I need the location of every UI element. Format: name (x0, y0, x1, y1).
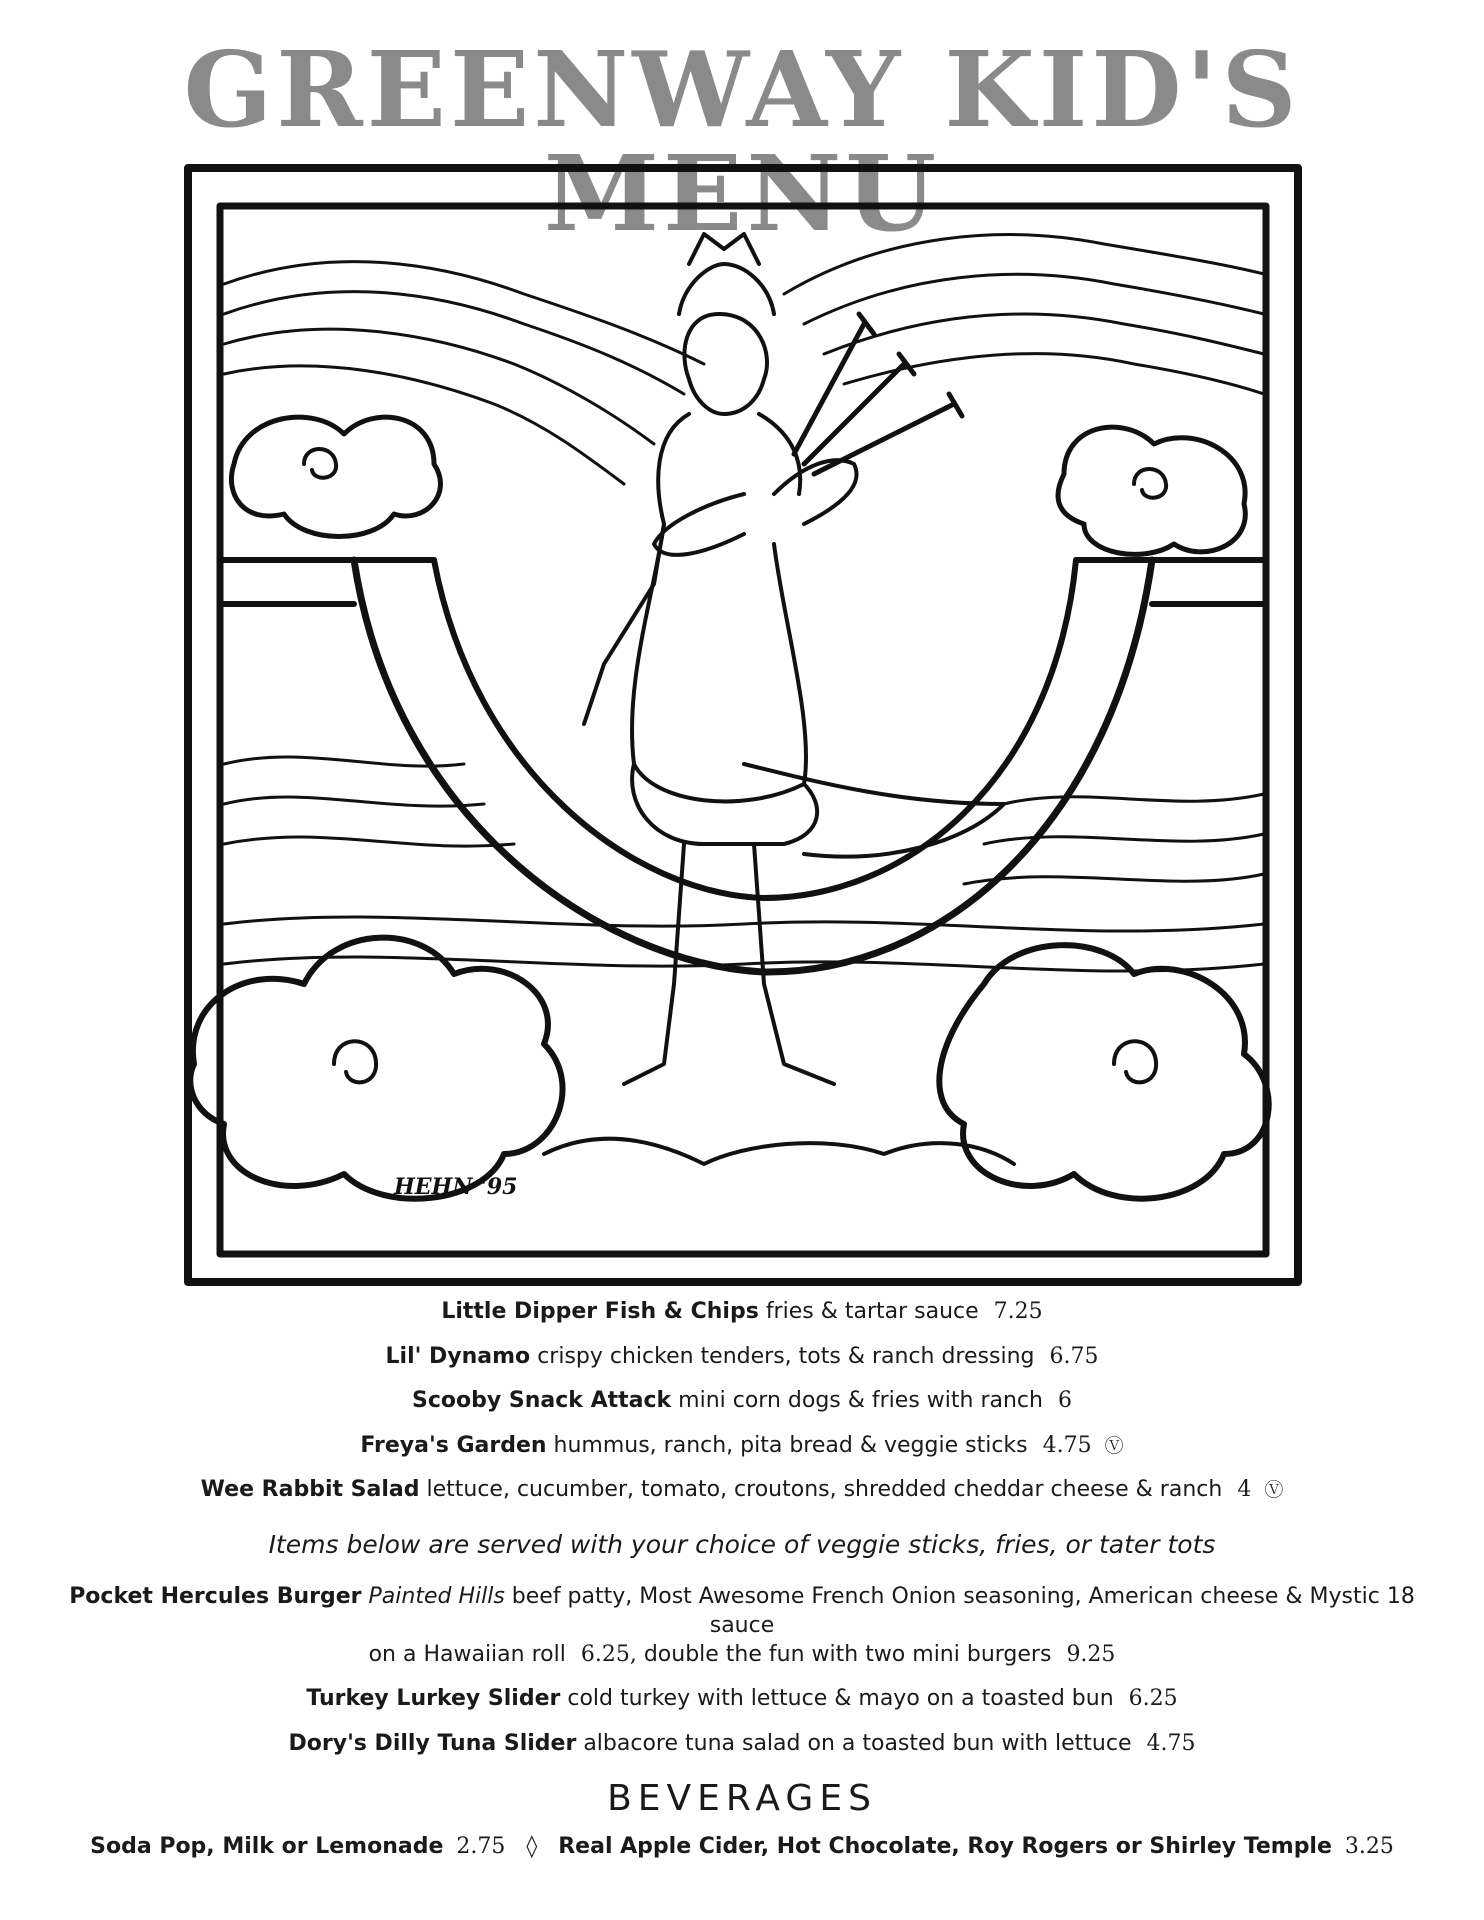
item-extra-price: 9.25 (1066, 1641, 1116, 1667)
vegetarian-icon: Ⓥ (1104, 1434, 1124, 1457)
item-price: 6 (1057, 1388, 1072, 1414)
item-desc: crispy chicken tenders, tots & ranch dressing (537, 1343, 1035, 1369)
item-name: Turkey Lurkey Slider (306, 1686, 561, 1712)
item-price: 6.25, (580, 1641, 637, 1667)
beverages-heading: BEVERAGES (607, 1778, 877, 1820)
item-brand: Painted Hills (368, 1584, 505, 1610)
item-price: 6.75 (1049, 1343, 1099, 1369)
diamond-separator-icon: ◊ (526, 1834, 538, 1860)
menu-item (40, 1476, 1444, 1505)
menu-item (40, 1730, 1444, 1759)
item-name: Little Dipper Fish & Chips (441, 1299, 759, 1324)
item-desc: fries & tartar sauce (765, 1299, 979, 1324)
item-name: Scooby Snack Attack (412, 1388, 672, 1414)
item-desc: cold turkey with lettuce & mayo on a toasted bun (567, 1686, 1114, 1712)
beverage-name: Soda Pop, Milk or Lemonade (90, 1834, 444, 1860)
beverage-name: Real Apple Cider, Hot Chocolate, Roy Rogers or Shirley Temple (558, 1834, 1332, 1860)
item-name: Wee Rabbit Salad (200, 1477, 420, 1503)
menu-list (40, 1298, 1444, 1862)
menu-item-burger (40, 1583, 1444, 1669)
item-price: 7.25 (993, 1299, 1043, 1324)
item-price: 4.75 (1146, 1730, 1196, 1756)
item-name: Freya's Garden (360, 1432, 547, 1458)
item-price: 4 (1237, 1477, 1252, 1503)
menu-item (40, 1387, 1444, 1416)
item-extra: double the fun with two mini burgers (643, 1641, 1052, 1667)
item-desc: hummus, ranch, pita bread & veggie sticks (553, 1432, 1028, 1458)
item-desc: lettuce, cucumber, tomato, croutons, shredded cheddar cheese & ranch (426, 1477, 1223, 1503)
beverage-price: 3.25 (1344, 1834, 1394, 1860)
beverages-line (40, 1833, 1444, 1862)
menu-title: GREENWAY KID'S MENU (183, 28, 1301, 255)
item-name: Pocket Hercules Burger (69, 1584, 362, 1610)
piper-illustration (184, 164, 1302, 1286)
menu-item (40, 1298, 1444, 1327)
item-desc-cont: on a Hawaiian roll (368, 1641, 566, 1667)
item-desc: albacore tuna salad on a toasted bun with lettuce (583, 1730, 1132, 1756)
menu-item (40, 1343, 1444, 1372)
item-name: Dory's Dilly Tuna Slider (288, 1730, 577, 1756)
menu-item (40, 1432, 1444, 1461)
item-price: 4.75 (1042, 1432, 1092, 1458)
item-name: Lil' Dynamo (385, 1343, 531, 1369)
sides-note: Items below are served with your choice of veggie sticks, fries, or tater tots (268, 1529, 1216, 1559)
artist-signature: HEHN '95 (394, 1174, 518, 1200)
item-desc: beef patty, Most Awesome French Onion seasoning, American cheese & Mystic 18 sauce (511, 1584, 1415, 1639)
item-desc: mini corn dogs & fries with ranch (678, 1388, 1043, 1414)
menu-item (40, 1685, 1444, 1714)
beverage-price: 2.75 (456, 1834, 506, 1860)
vegetarian-icon: Ⓥ (1264, 1479, 1284, 1502)
item-price: 6.25 (1128, 1686, 1178, 1712)
